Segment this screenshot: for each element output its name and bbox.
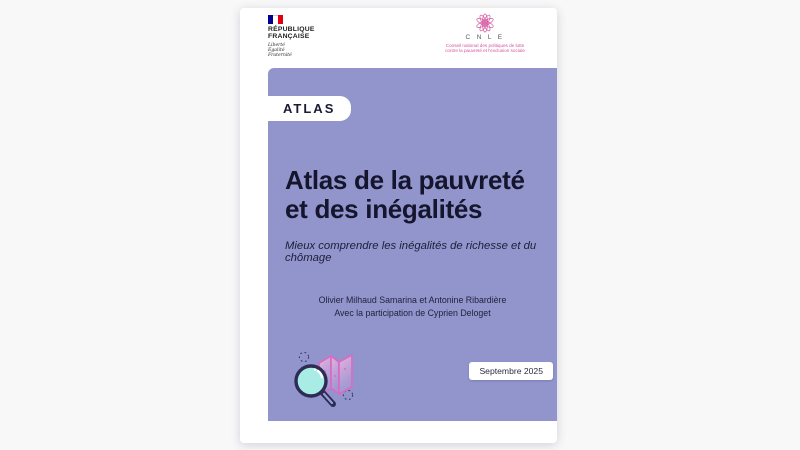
report-cover-page — [240, 8, 557, 443]
cover-title-line2: et des inégalités — [285, 194, 483, 224]
publication-date-badge: Septembre 2025 — [469, 362, 553, 380]
gov-logo-name-line2: FRANÇAISE — [268, 33, 310, 41]
cnle-tagline — [429, 43, 541, 54]
dashed-circle-icon — [299, 352, 308, 361]
map-magnifier-illustration-icon — [282, 340, 368, 416]
cnle-logo — [429, 12, 541, 54]
cover-authors — [268, 294, 557, 320]
cover-purple-panel — [268, 68, 557, 421]
cnle-acronym: C N L E — [465, 34, 505, 41]
cover-subtitle: Mieux comprendre les inégalités de richesse et du chômage — [285, 240, 537, 264]
cover-title — [285, 166, 545, 224]
authors-line2: Avec la participation de Cyprien Deloget — [334, 308, 491, 318]
gov-logo-name-line1: RÉPUBLIQUE — [268, 26, 315, 33]
gov-motto-line1: Liberté — [268, 42, 285, 48]
gov-motto-line2: Égalité — [268, 48, 285, 54]
french-flag-icon — [268, 15, 283, 24]
cnle-flower-icon — [465, 12, 505, 34]
gov-motto-line3: Fraternité — [268, 53, 292, 59]
collection-tag-badge: ATLAS — [268, 96, 351, 121]
cover-header-band — [240, 8, 557, 68]
cnle-tagline-line1: Conseil national des politiques de lutte — [445, 43, 525, 48]
gov-logo-motto — [268, 43, 338, 59]
cover-title-line1: Atlas de la pauvreté — [285, 165, 525, 195]
cnle-tagline-line2: contre la pauvreté et l'exclusion sociale — [445, 48, 525, 54]
authors-line1: Olivier Milhaud Samarina et Antonine Ribardière — [318, 295, 507, 305]
republique-francaise-logo — [268, 15, 338, 58]
